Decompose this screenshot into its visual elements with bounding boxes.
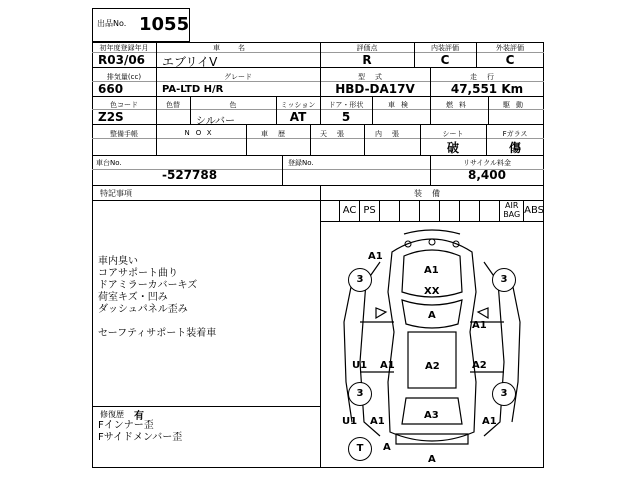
equip-cell: [380, 200, 400, 221]
cc-value: 660: [98, 82, 124, 96]
chassis-label: 車台No.: [96, 159, 122, 167]
repair-value: 有: [134, 411, 144, 422]
exterior-value: C: [505, 53, 515, 67]
model-value: HBD-DA17V: [335, 82, 415, 96]
door-value: 5: [341, 110, 351, 124]
lot-number: 1055: [139, 14, 190, 35]
score-label: 評価点: [356, 44, 378, 52]
score-value: R: [362, 53, 372, 67]
repair-line: Fサイドメンバー歪: [98, 432, 183, 443]
inspection-label: 車検: [388, 101, 414, 109]
interior-label: 内装評価: [431, 44, 459, 52]
grade-windshield: A: [428, 310, 436, 321]
history-label: 車歴: [261, 130, 295, 138]
lot-box: [92, 8, 190, 42]
grade-value: PA-LTD H/R: [162, 84, 224, 95]
lot-label: 出品No.: [97, 19, 127, 28]
door-label: ドア・形状: [328, 101, 364, 109]
color-no-value: Z2S: [98, 110, 124, 124]
nox-label: NOX: [184, 129, 218, 137]
mission-label: ミッション: [280, 101, 316, 109]
grade-rear-bumper: A: [428, 454, 436, 465]
equip-cell: [420, 200, 440, 221]
chassis-value: -527788: [162, 168, 218, 182]
interior-value: C: [440, 53, 450, 67]
color-value: シルバー: [196, 116, 236, 127]
recycle-label: リサイクル料金: [462, 159, 512, 167]
name-value: エブリイV: [162, 55, 218, 69]
grade-label: グレード: [224, 73, 252, 81]
equipment-label: 装備: [414, 189, 450, 198]
grade-left-rear-door: A1: [380, 360, 395, 371]
mission-value: AT: [289, 110, 307, 124]
note-line: コアサポート曲り: [98, 268, 178, 279]
color-no-label: 色コード: [110, 101, 138, 109]
equip-cell: [480, 200, 500, 221]
grade-right-front-door: A1: [472, 320, 487, 331]
note-line: ダッシュパネル歪み: [98, 304, 188, 315]
notes-label: 特記事項: [100, 189, 132, 198]
roof-label: 天張: [320, 130, 354, 138]
equip-cell: [400, 200, 420, 221]
glass-value: 傷: [508, 141, 521, 155]
grade-left-pillar: U1: [352, 360, 368, 371]
tire-rear-left: 3: [348, 382, 372, 406]
grade-hood-mid: XX: [424, 286, 440, 297]
reg-label: 登録No.: [288, 159, 314, 167]
grade-left-rear-quarter-u: U1: [342, 416, 358, 427]
grade-right-rear-quarter: A1: [482, 416, 497, 427]
notes-body: [98, 256, 216, 340]
equip-cell: [440, 200, 460, 221]
model-label: 型式: [358, 73, 392, 81]
repair-label: 修復歴: [100, 410, 124, 419]
equip-cell: [320, 200, 340, 221]
car-diagram: [320, 222, 544, 468]
note-line: 荷室キズ・凹み: [98, 292, 168, 303]
seat-label: シート: [442, 130, 464, 138]
color-label: 色: [229, 101, 237, 109]
fuel-label: 燃料: [446, 101, 472, 109]
name-label: 車名: [213, 44, 263, 52]
exterior-label: 外装評価: [496, 44, 524, 52]
grade-left-rear-quarter-a: A1: [370, 416, 385, 427]
note-line: [98, 316, 216, 328]
mileage-value: 47,551 Km: [450, 82, 524, 96]
recycle-value: 8,400: [468, 168, 506, 182]
equip-cell: [460, 200, 480, 221]
equip-ac: AC: [340, 200, 360, 221]
color-change-label: 色替: [166, 101, 180, 109]
manual-label: 整備手帳: [110, 130, 138, 138]
grade-front-left-fender: A1: [368, 251, 383, 262]
repair-line: Fインナー歪: [98, 420, 154, 431]
year-label: 初年度登録年月: [99, 44, 149, 52]
equipment-row: [320, 200, 544, 221]
glass-label: Fガラス: [502, 130, 528, 138]
mileage-label: 走行: [470, 73, 504, 81]
equip-airbag: AIR BAG: [500, 200, 524, 221]
grade-rear-glass: A3: [424, 410, 439, 421]
grade-right-rear-door: A2: [472, 360, 487, 371]
cc-label: 排気量(cc): [106, 73, 142, 81]
grade-hood-top: A1: [424, 265, 439, 276]
seat-value: 破: [446, 141, 459, 155]
tire-front-left: 3: [348, 268, 372, 292]
repair-lines: [98, 420, 182, 444]
trim-label: 内張: [375, 130, 409, 138]
tire-spare: T: [348, 437, 372, 461]
grade-rear-bumper-left: A: [383, 442, 391, 453]
tire-front-right: 3: [492, 268, 516, 292]
note-line: ドアミラーカバーキズ: [98, 280, 198, 291]
note-line: 車内臭い: [98, 256, 138, 267]
note-line: セーフティサポート装着車: [98, 328, 217, 339]
drive-label: 駆動: [503, 101, 529, 109]
equip-abs: ABS: [524, 205, 544, 216]
tire-rear-right: 3: [492, 382, 516, 406]
grade-roof: A2: [425, 361, 440, 372]
year-value: R03/06: [98, 53, 146, 67]
equip-ps: PS: [360, 200, 380, 221]
